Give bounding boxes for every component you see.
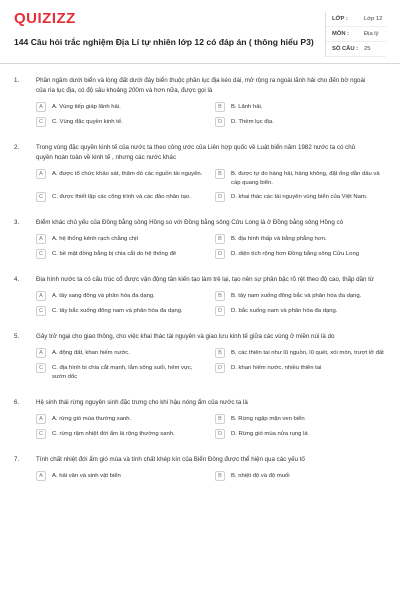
question-number: 4.	[14, 276, 20, 284]
question-number: 5.	[14, 333, 20, 341]
question-text: Địa hình nước ta có cấu trúc cổ được vận động tân kiến tạo làm trẻ lại, tạo nên sự phân bậc rõ rệt theo độ cao, thấp dần từ	[36, 276, 375, 284]
question-item	[14, 332, 386, 382]
answer-option[interactable]	[215, 363, 386, 382]
option-text: D. khan hiếm nước, nhiều thiên tai	[231, 365, 322, 372]
question-stem	[14, 455, 386, 465]
question-stem	[14, 398, 386, 408]
question-text-continued: quyền hoàn toàn về kinh tế , nhưng các nước khác	[36, 153, 176, 161]
answer-option[interactable]	[36, 234, 207, 244]
answer-option[interactable]	[215, 348, 386, 358]
question-number: 2.	[14, 143, 20, 151]
question-stem	[14, 332, 386, 342]
question-item	[14, 143, 386, 203]
option-letter-box: B	[215, 234, 225, 244]
question-text-block	[36, 143, 386, 163]
question-text: Hệ sinh thái rừng nguyên sinh đặc trưng cho khí hậu nóng ẩm của nước ta là	[36, 398, 248, 406]
option-letter-box: A	[36, 291, 46, 301]
question-number: 7.	[14, 455, 20, 463]
option-letter-box: B	[215, 348, 225, 358]
option-letter-box: D	[215, 363, 225, 373]
question-item	[14, 275, 386, 316]
question-item	[14, 455, 386, 481]
answer-option[interactable]	[36, 117, 207, 127]
option-text: D. khai thác các tài nguyên vùng biển của Việt Nam.	[231, 194, 368, 201]
option-letter-box: C	[36, 249, 46, 259]
answer-option[interactable]	[36, 169, 207, 188]
answer-option[interactable]	[36, 414, 207, 424]
option-text: A. Vùng tiếp giáp lãnh hải.	[52, 103, 121, 110]
answer-option[interactable]	[215, 414, 386, 424]
meta-row-count	[326, 42, 386, 57]
option-letter-box: C	[36, 192, 46, 202]
answer-option[interactable]	[36, 363, 207, 382]
question-text-block	[36, 218, 386, 228]
option-text: C. bề mặt đồng bằng bị chia cắt do hệ thống đê	[52, 251, 177, 258]
option-text: C. địa hình bị chia cắt mạnh, lắm sông suối, hẻm vực, sườn dốc	[52, 365, 193, 381]
option-letter-box: A	[36, 471, 46, 481]
answer-option[interactable]	[215, 102, 386, 112]
option-letter-box: B	[215, 414, 225, 424]
option-text: A. được tổ chức khảo sát, thăm dò các nguồn tài nguyên.	[52, 170, 203, 177]
question-text-block	[36, 275, 386, 285]
option-letter-box: C	[36, 363, 46, 373]
option-text: A. hải văn và sinh vật biển	[52, 472, 121, 479]
option-letter-box: C	[36, 117, 46, 127]
option-text: B. Lãnh hải.	[231, 103, 263, 110]
answer-option[interactable]	[215, 169, 386, 188]
answer-option[interactable]	[215, 234, 386, 244]
question-text: Phần ngầm dưới biển và lòng đất dưới đáy biển thuộc phần lục địa kéo dài, mở rộng ra ngoài lãnh hải cho đến bờ ngoài	[36, 77, 366, 84]
option-letter-box: A	[36, 102, 46, 112]
option-letter-box: D	[215, 117, 225, 127]
option-text: B. Rừng ngập mặn ven biển	[231, 415, 305, 422]
option-text: D. Rừng gió mùa nửa rụng lá	[231, 430, 308, 437]
option-text: B. được tự do hàng hải, hàng không, đặt ống dẫn dầu và cáp quang biển.	[231, 170, 380, 186]
answer-option[interactable]	[36, 192, 207, 202]
meta-row-subject	[326, 27, 386, 42]
option-letter-box: C	[36, 306, 46, 316]
option-text: A. hệ thống kênh rạch chằng chịt	[52, 236, 139, 243]
option-letter-box: B	[215, 471, 225, 481]
question-stem	[14, 275, 386, 285]
meta-value: Lớp 12	[364, 16, 383, 22]
document-title: 144 Câu hỏi trắc nghiệm Địa Lí tự nhiên lớp 12 có đáp án ( thông hiểu P3)	[14, 37, 314, 47]
meta-value: Địa lý	[364, 31, 379, 37]
option-text: A. tây sang đông và phân hóa đa dạng.	[52, 293, 155, 300]
quizizz-logo: QUIZIZZ	[14, 10, 76, 27]
answer-option[interactable]	[36, 306, 207, 316]
meta-label: MÔN :	[332, 31, 350, 37]
question-number: 3.	[14, 219, 20, 227]
answer-option[interactable]	[215, 192, 386, 202]
option-text: A. động đất, khan hiếm nước.	[52, 350, 130, 357]
option-text: C. tây bắc xuống đông nam và phân hóa đa dạng.	[52, 308, 183, 315]
question-stem	[14, 76, 386, 96]
answer-option[interactable]	[215, 291, 386, 301]
option-letter-box: A	[36, 348, 46, 358]
answer-option[interactable]	[215, 117, 386, 127]
question-number: 6.	[14, 398, 20, 406]
option-text: D. diện tích rộng hơn Đồng bằng sông Cửu Long	[231, 251, 359, 258]
answer-option[interactable]	[36, 429, 207, 439]
answer-options	[14, 169, 386, 203]
answer-options	[14, 348, 386, 382]
option-text: A. rừng gió mùa thường xanh.	[52, 415, 132, 422]
option-letter-box: A	[36, 414, 46, 424]
option-letter-box: D	[215, 192, 225, 202]
question-text-block	[36, 398, 386, 408]
meta-label: LỚP :	[332, 16, 348, 22]
option-text: B. nhiệt độ và độ muối	[231, 472, 290, 479]
meta-value: 25	[364, 46, 371, 52]
option-text: B. các thiên tai như lũ nguồn, lũ quét, xói mòn, trượt lở đất	[231, 350, 384, 357]
option-text: B. tây nam xuống đông bắc và phân hóa đa dạng.	[231, 293, 362, 300]
option-letter-box: B	[215, 169, 225, 179]
answer-option[interactable]	[215, 249, 386, 259]
meta-table	[325, 12, 386, 57]
option-letter-box: B	[215, 291, 225, 301]
option-letter-box: A	[36, 169, 46, 179]
question-item	[14, 398, 386, 439]
document-header	[0, 0, 400, 64]
answer-options	[14, 414, 386, 439]
meta-row-class	[326, 12, 386, 27]
option-text: B. địa hình thấp và bằng phẳng hơn.	[231, 236, 327, 243]
meta-label: SỐ CÂU :	[332, 46, 359, 52]
question-text-block	[36, 332, 386, 342]
answer-options	[14, 291, 386, 316]
question-text: Trong vùng đặc quyền kinh tế của nước ta theo công ước của Liên hợp quốc về Luật biển năm 1982 nước ta có chủ	[36, 143, 356, 151]
question-stem	[14, 143, 386, 163]
option-letter-box: D	[215, 429, 225, 439]
answer-option[interactable]	[36, 471, 207, 481]
question-list	[0, 64, 400, 481]
question-text: Điểm khác chủ yếu của Đồng bằng sông Hồng so với Đồng bằng sông Cửu Long là ở Đồng bằng sông Hồng có	[36, 219, 344, 227]
question-item	[14, 76, 386, 127]
option-letter-box: B	[215, 102, 225, 112]
question-text-continued: của rìa lục địa, có độ sâu khoảng 200m và hơn nữa, được gọi là	[36, 86, 213, 94]
option-letter-box: D	[215, 306, 225, 316]
option-text: C. Vùng đặc quyền kinh tế.	[52, 118, 123, 125]
answer-options	[14, 234, 386, 259]
question-stem	[14, 218, 386, 228]
answer-option[interactable]	[215, 429, 386, 439]
answer-options	[14, 471, 386, 481]
question-number: 1.	[14, 77, 20, 84]
option-letter-box: D	[215, 249, 225, 259]
question-item	[14, 218, 386, 259]
answer-option[interactable]	[36, 348, 207, 358]
option-text: C. rừng rậm nhiệt đới ẩm lá rộng thường xanh.	[52, 430, 175, 437]
answer-option[interactable]	[215, 306, 386, 316]
answer-option[interactable]	[36, 291, 207, 301]
option-text: C. được thiết lập các công trình và các đảo nhân tạo.	[52, 194, 191, 201]
question-text: Gây trở ngại cho giao thông, cho việc khai thác tài nguyên và giao lưu kinh tế giữa các vùng ở miền núi là do	[36, 333, 335, 341]
question-text: Tính chất nhiệt đới ẩm gió mùa và tính chất khép kín của Biển Đông được thể hiện qua các yếu tố	[36, 455, 305, 463]
answer-option[interactable]	[36, 249, 207, 259]
answer-options	[14, 102, 386, 127]
option-letter-box: C	[36, 429, 46, 439]
option-text: D. Thềm lục địa.	[231, 118, 274, 125]
question-text-block	[36, 455, 386, 465]
answer-option[interactable]	[36, 102, 207, 112]
option-text: D. bắc xuống nam và phân hóa đa dạng.	[231, 308, 338, 315]
question-text-block	[36, 76, 386, 96]
option-letter-box: A	[36, 234, 46, 244]
answer-option[interactable]	[215, 471, 386, 481]
